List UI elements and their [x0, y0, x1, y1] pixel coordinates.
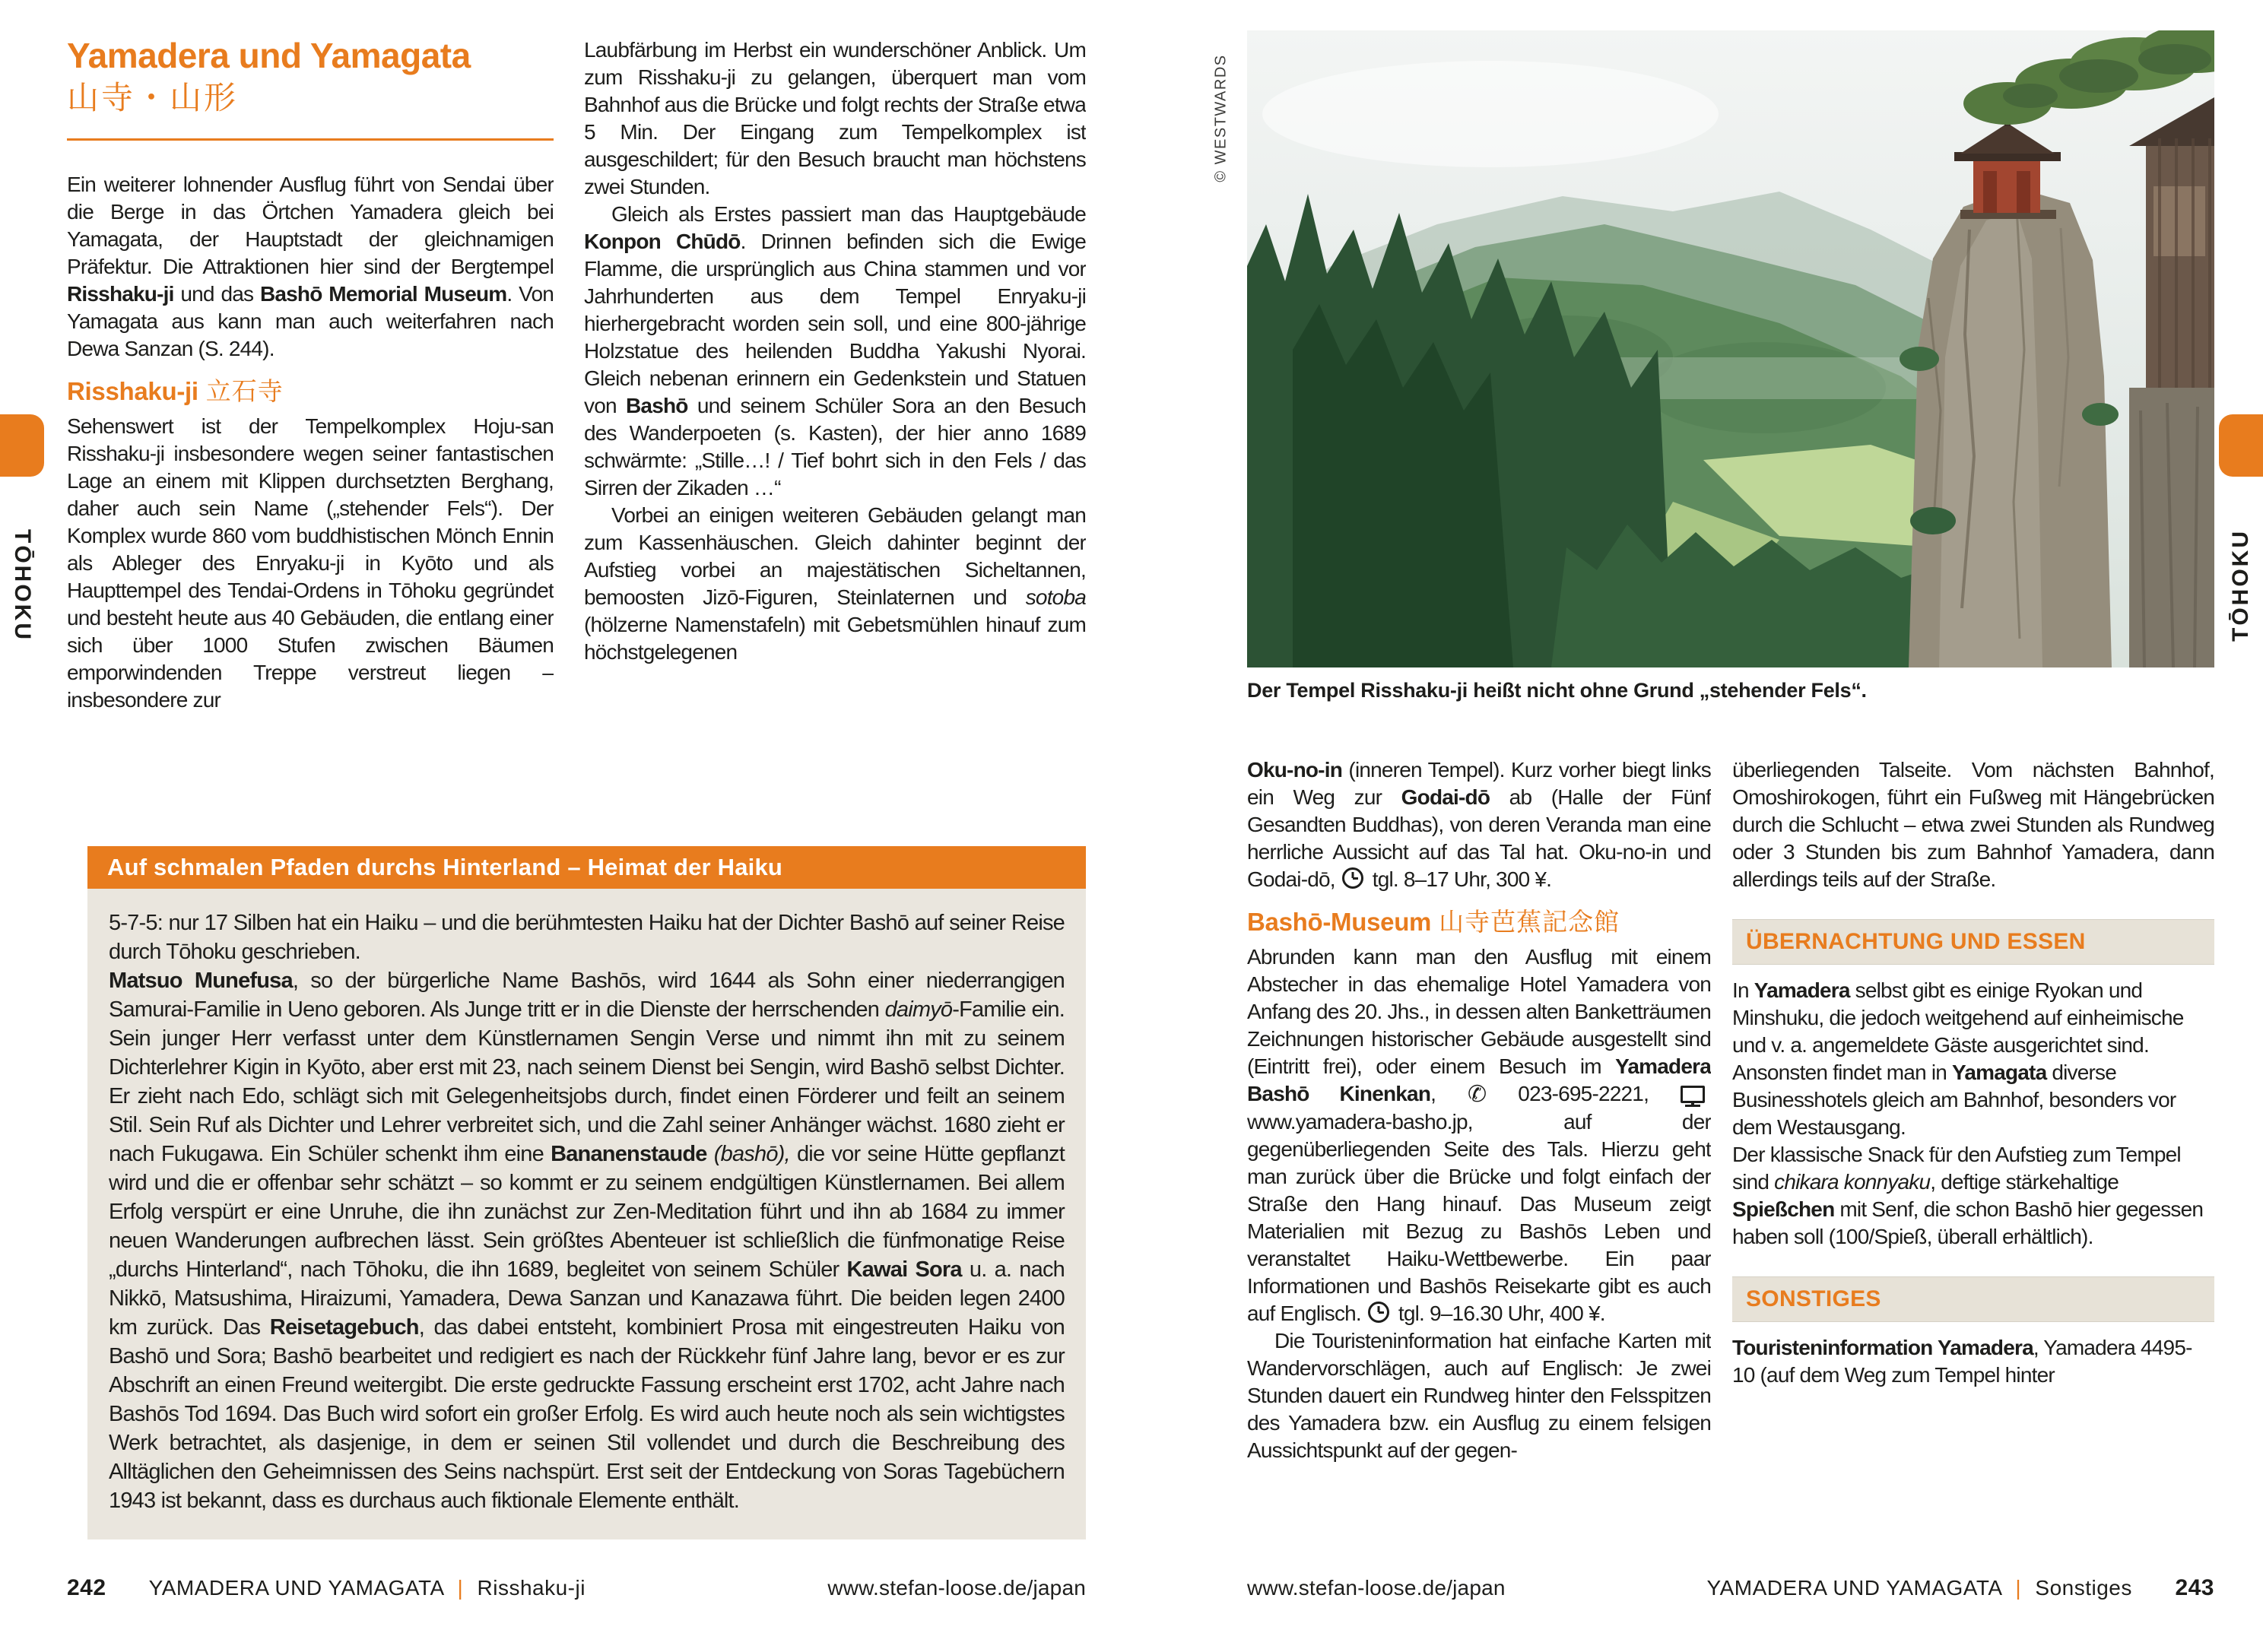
- right-page-column-1: [1247, 756, 1711, 1564]
- phone-icon: ✆: [1468, 1082, 1487, 1107]
- text-run: Der klassische Snack für den Aufstieg zum Tempel sind: [1732, 1143, 2181, 1194]
- text-run: selbst gibt es einige Ryokan und Minshuku, die jedoch weitgehend auf einheimische und v. a. angemeldete Gäste ausgerichtet sind.: [1732, 978, 2184, 1057]
- left-page-column-1: [67, 36, 554, 841]
- chapter-tab-label: TŌHOKU: [2228, 529, 2253, 642]
- infobox-haiku: [87, 846, 1086, 1539]
- text-run: 023-695-2221,: [1487, 1082, 1679, 1105]
- right-page-footer: [1247, 1575, 2214, 1601]
- body-paragraph: [1732, 756, 2214, 893]
- chapter-tab-label: TŌHOKU: [10, 529, 35, 642]
- text-run: (bashō),: [713, 1142, 790, 1166]
- text-run: ,: [1430, 1082, 1467, 1105]
- section-heading-latin: Risshaku-ji: [67, 377, 198, 405]
- text-run: Laubfärbung im Herbst ein wunderschöner Anblick. Um zum Risshaku-ji zu gelangen, überquert man vom Bahnhof aus die Brücke und folgt rechts der Straße etwa 5 Min. Der Eingang zum Tempelkomplex ist ausgeschildert; für den Besuch braucht man höchstens zwei Stunden.: [584, 38, 1086, 198]
- text-run: tgl. 8–17 Uhr, 300 ¥.: [1366, 867, 1552, 891]
- text-run: , deftige stärkehaltige: [1930, 1170, 2119, 1194]
- body-paragraph: [584, 36, 1086, 201]
- text-run: . Von Yamagata aus kann man auch weiterfahren nach Dewa Sanzan (S. 244).: [67, 282, 554, 360]
- text-run: (inneren Tempel). Kurz vorher biegt links ein Weg zur: [1247, 758, 1711, 809]
- text-run: chikara konnyaku: [1774, 1170, 1931, 1194]
- text-run: Yamadera: [1754, 978, 1850, 1002]
- listing-paragraph: [1732, 1141, 2214, 1251]
- text-run: Bananenstaude: [551, 1142, 707, 1166]
- text-run: daimyō: [884, 997, 953, 1022]
- clock-icon: [1342, 867, 1363, 889]
- text-run: Konpon Chūdō: [584, 230, 741, 253]
- text-run: 5-7-5: nur 17 Silben hat ein Haiku – und die berühmtesten Haiku hat der Dichter Bashō auf seiner Reise durch Tōhoku geschrieben.: [109, 911, 1065, 964]
- text-run: Ein weiterer lohnender Ausflug führt von Sendai über die Berge in das Örtchen Yamadera gleich bei Yamagata, der Hauptstadt der gleichnamigen Präfektur. Die Attraktionen hier sind der Bergtempel: [67, 173, 554, 278]
- section-heading-basho-museum: [1247, 907, 1711, 937]
- body-paragraph: [584, 502, 1086, 666]
- text-run: Yamadera Bashō Kinenkan: [1247, 1054, 1711, 1105]
- text-run: In: [1732, 978, 1754, 1002]
- text-run: diverse Businesshotels gleich am Bahnhof, besonders vor dem Westausgang.: [1732, 1061, 2176, 1139]
- section-heading-latin: Bashō-Museum: [1247, 908, 1432, 936]
- text-run: und seinem Schüler Sora an den Besuch des Wanderpoeten (s. Kasten), der hier anno 1689 schwärmte: „Stille…! / Tief bohrt sich in den Fels / das Sirren der Zikaden …“: [584, 394, 1086, 499]
- footer-right-group: [1707, 1575, 2214, 1601]
- text-run: Ansonsten findet man in: [1732, 1061, 1952, 1084]
- text-run: Touristeninformation Yamadera: [1732, 1336, 2033, 1359]
- text-run: . Drinnen befinden sich die Ewige Flamme, die ursprünglich aus China stammen und vor Jahrhunderten aus dem Tempel Enryaku-ji hierhergebracht worden sein soll, und eine 800-jährige Holzstatue des heilenden Buddha Yakushi Nyorai. Gleich nebenan erinnern ein Gedenkstein und Statuen von: [584, 230, 1086, 417]
- text-run: Vorbei an einigen weiteren Gebäuden gelangt man zum Kassenhäuschen. Gleich dahinter beginnt der Aufstieg vorbei an majestätischen Sicheltannen, bemoosten Jizō-Figuren, Steinlaternen und: [584, 503, 1086, 609]
- footer-subsection: Sonstiges: [2035, 1576, 2132, 1600]
- chapter-tab-marker-left: [0, 414, 44, 477]
- body-paragraph: [1247, 943, 1711, 1327]
- text-run: und das: [173, 282, 260, 306]
- text-run: Gleich als Erstes passiert man das Hauptgebäude: [611, 202, 1086, 226]
- text-run: Sehenswert ist der Tempelkomplex Hoju-san Risshaku-ji insbesondere wegen seiner fantastischen Lage an einem mit Klippen durchsetzten Berghang, daher auch sein Name („stehender Fels“). Der Komplex wurde 860 vom buddhistischen Mönch Ennin als Ableger des Enryaku-ji in Kyōto und als Haupttempel des Tendai-Ordens in Tōhoku gegründet und besteht heute aus 40 Gebäuden, die entlang einer sich über 1000 Stufen zwischen Bäumen emporwindenden Treppe verstreut liegen – insbesondere zur: [67, 414, 554, 712]
- infobox-paragraph: [109, 908, 1065, 966]
- text-run: Bashō Memorial Museum: [259, 282, 507, 306]
- text-run: Spießchen: [1732, 1197, 1835, 1221]
- text-run: , das dabei entsteht, kombiniert Prosa mit eingestreuten Haiku von Bashō und Sora; Bashō bearbeitet und redigiert es nach der Rückkehr fünf Jahre lang, bevor er es zur Abschrift an einen Freund weitergibt. Die erste gedruckte Fassung erscheint erst 1702, acht Jahre nach Bashōs Tod 1694. Das Buch wird sofort ein großer Erfolg. Es wird auch heute noch als sein wichtigstes Werk betrachtet, als dasjenige, in dem er seinen Stil vollendet und durch die Beschreibung des Alltäglichen den Geheimnissen des Seins nachspürt. Erst seit der Entdeckung von Soras Tagebüchern 1943 ist bekannt, dass es durchaus auch fiktionale Elemente enthält.: [109, 1315, 1065, 1513]
- page-title-japanese: 山寺・山形: [67, 80, 239, 116]
- clock-icon: [1368, 1302, 1389, 1323]
- chapter-tab-right: [2219, 487, 2263, 684]
- text-run: Abrunden kann man den Ausflug mit einem Abstecher in das ehemalige Hotel Yamadera von Anfang des 20. Jhs., in dessen alten Banketträumen Zeichnungen historischer Gebäude ausgestellt sind (Eintritt frei), oder einem Besuch im: [1247, 945, 1711, 1078]
- footer-url: www.stefan-loose.de/japan: [827, 1576, 1086, 1600]
- temple-photo-illustration: [1247, 30, 2214, 667]
- page-title: Yamadera und Yamagata: [67, 36, 471, 75]
- text-run: die vor seine Hütte gepflanzt wird und die er offenbar sehr schätzt – so kommt er zu seinem endgültigen Künstlernamen. Bei allem Erfolg verspürt er eine Unruhe, die ihn zunächst zur Zen-Meditation führt und ihn ab 1684 zu immer neuen Wanderungen aufbrechen lässt. Sein größtes Abenteuer ist schließlich die fünfmonatige Reise „durchs Hinterland“, nach Tōhoku, die ihn 1689, begleitet von seinem Schüler: [109, 1142, 1065, 1282]
- text-run: [707, 1142, 714, 1166]
- text-run: Oku-no-in: [1247, 758, 1342, 782]
- footer-separator: |: [2015, 1576, 2022, 1600]
- intro-paragraph: [67, 171, 554, 363]
- body-paragraph: [1247, 1327, 1711, 1464]
- text-run: Kawai Sora: [846, 1257, 962, 1282]
- text-run: , so der bürgerliche Name Bashōs, wird 1644 als Sohn einer niederrangigen Samurai-Familie in Ueno geboren. Als Junge tritt er in die Dienste der herrschenden: [109, 969, 1065, 1022]
- text-run: Risshaku-ji: [67, 282, 174, 306]
- text-run: (hölzerne Namenstafeln) mit Gebetsmühlen hinauf zum höchstgelegenen: [584, 613, 1086, 664]
- text-run: Yamagata: [1952, 1061, 2047, 1084]
- footer-subsection: Risshaku-ji: [477, 1576, 586, 1600]
- body-paragraph: [1247, 756, 1711, 893]
- section-heading-japanese: 山寺芭蕉記念館: [1439, 908, 1620, 936]
- text-run: sotoba: [1025, 585, 1086, 609]
- section-heading-japanese: 立石寺: [205, 377, 284, 405]
- text-run: ab (Halle der Fünf Gesandten Buddhas), von deren Veranda man eine herrliche Aussicht auf das Tal hat. Oku-no-in und Godai-dō,: [1247, 785, 1711, 891]
- text-run: Godai-dō: [1401, 785, 1490, 809]
- text-run: Die Touristeninformation hat einfache Karten mit Wandervorschlägen, auch auf Englisch: Je zwei Stunden dauert ein Rundweg hinter den Felsspitzen des Yamadera bzw. ein Ausflug zu einem felsigen Aussichtspunkt auf der gegen-: [1247, 1329, 1711, 1462]
- text-run: Bashō: [626, 394, 688, 417]
- right-page-column-2: [1732, 756, 2214, 1564]
- title-rule: [67, 138, 554, 141]
- subsection-heading-lodging: ÜBERNACHTUNG UND ESSEN: [1732, 919, 2214, 965]
- subsection-heading-misc: SONSTIGES: [1732, 1276, 2214, 1322]
- listing-paragraph: [1732, 977, 2214, 1059]
- footer-section: YAMADERA UND YAMAGATA: [148, 1576, 444, 1600]
- chapter-tab-left: [0, 487, 44, 684]
- text-run: , Yamadera 4495-10 (auf dem Weg zum Tempel hinter: [1732, 1336, 2192, 1387]
- text-run: Reisetagebuch: [269, 1315, 419, 1340]
- body-paragraph: [67, 413, 554, 714]
- text-run: tgl. 9–16.30 Uhr, 400 ¥.: [1392, 1302, 1605, 1325]
- infobox-title: Auf schmalen Pfaden durchs Hinterland – Heimat der Haiku: [87, 846, 1086, 889]
- text-run: u. a. nach Nikkō, Matsushima, Hiraizumi, Yamadera, Dewa Sanzan und Kanazawa führt. Die beiden legen 2400 km zurück. Das: [109, 1257, 1065, 1340]
- left-page-column-2: [584, 36, 1086, 841]
- photo-credit: [1208, 30, 1235, 205]
- text-run: Matsuo Munefusa: [109, 969, 293, 993]
- text-run: www.yamadera-basho.jp, auf der gegenüberliegenden Seite des Tals. Hierzu geht man zurück über die Brücke und folgt einfach der Straße den Hang hinauf. Das Museum zeigt Materialien mit Bezug zu Bashōs Leben und veranstaltet Haiku-Wettbewerbe. Ein paar Informationen und Bashōs Reisekarte gibt es auch auf Englisch.: [1247, 1110, 1711, 1325]
- page-number: 242: [67, 1575, 106, 1600]
- page-number: 243: [2175, 1575, 2214, 1600]
- text-run: überliegenden Talseite. Vom nächsten Bahnhof, Omoshirokogen, führt ein Fußweg mit Hängebrücken durch die Schlucht – etwa zwei Stunden als Rundweg oder 3 Stunden bis zum Bahnhof Yamadera, dann allerdings teils auf der Straße.: [1732, 758, 2214, 891]
- text-run: -Familie ein. Sein junger Herr verfasst unter dem Künstlernamen Sengin Verse und nimmt ihn mit zu seinem Dichterlehrer Kigin in Kyōto, aber erst mit 23, nach seinem Dienst bei Sengin, wird Bashō selbst Dichter. Er zieht nach Edo, schlägt sich mit Gelegenheitsjobs durch, findet einen Förderer und feilt an seinem Stil. Sein Ruf als Dichter und Lehrer verbreitet sich, und die Zahl seiner Anhänger wächst. 1680 zieht er nach Fukugawa. Ein Schüler schenkt ihm eine: [109, 997, 1065, 1166]
- listing-paragraph: [1732, 1059, 2214, 1141]
- computer-icon: [1681, 1086, 1705, 1103]
- infobox-paragraph: [109, 966, 1065, 1515]
- listing-paragraph: [1732, 1334, 2214, 1389]
- chapter-tab-marker-right: [2219, 414, 2263, 477]
- photo-caption: Der Tempel Risshaku-ji heißt nicht ohne Grund „stehender Fels“.: [1247, 679, 1867, 702]
- section-heading-risshakuji: [67, 376, 554, 407]
- footer-section: YAMADERA UND YAMAGATA: [1706, 1576, 2002, 1600]
- footer-left-group: [67, 1575, 586, 1601]
- left-page-footer: [67, 1575, 1086, 1601]
- footer-separator: |: [457, 1576, 464, 1600]
- infobox-body: [87, 889, 1086, 1539]
- text-run: mit Senf, die schon Bashō hier gegessen haben soll (100/Spieß, überall erhältlich).: [1732, 1197, 2204, 1248]
- body-paragraph: [584, 201, 1086, 502]
- footer-url: www.stefan-loose.de/japan: [1247, 1576, 1506, 1600]
- temple-photo: [1247, 30, 2214, 667]
- photo-credit-text: © WESTWARDS: [1212, 53, 1230, 182]
